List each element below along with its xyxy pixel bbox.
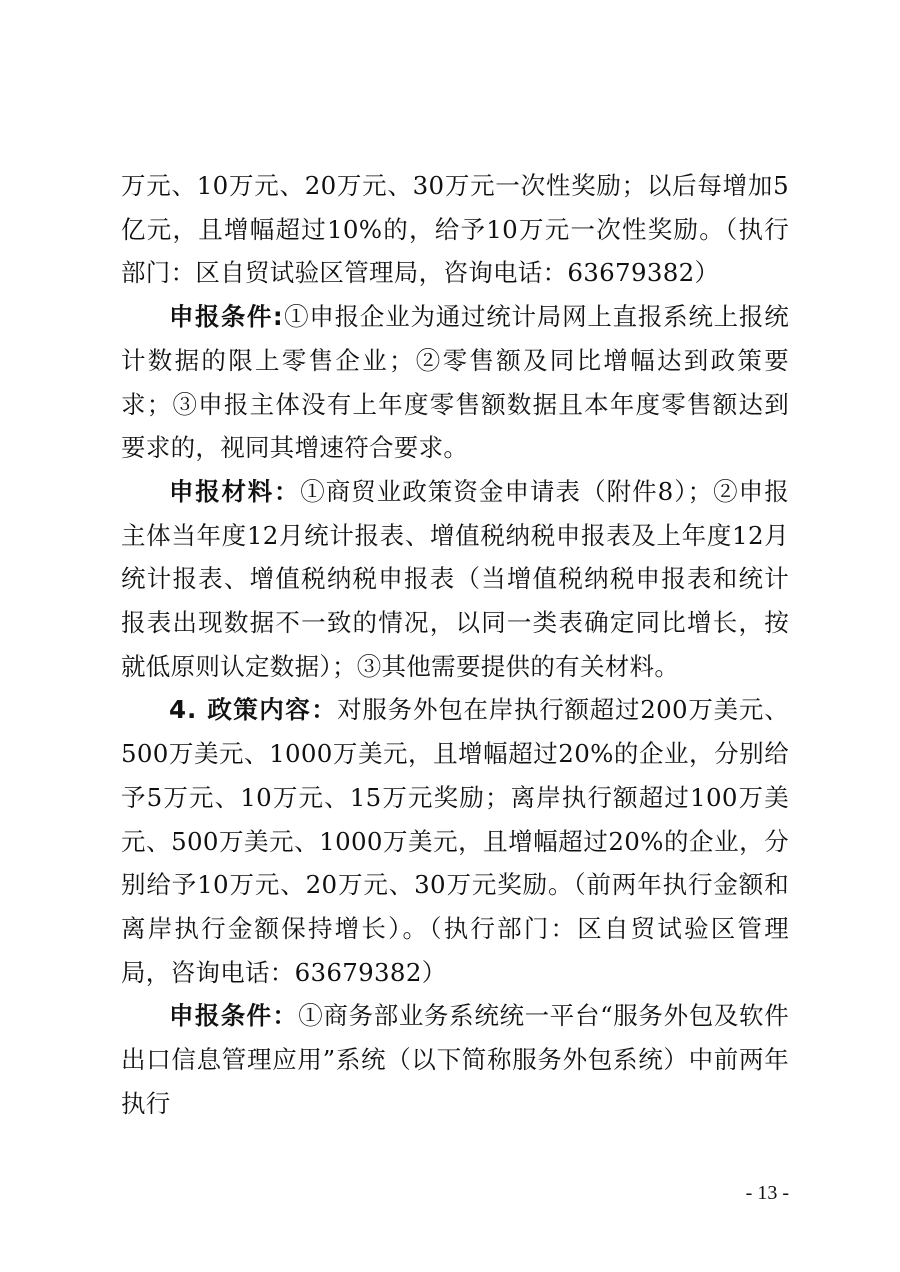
paragraph-lead: 申报条件:	[169, 302, 284, 332]
paragraph-lead: 申报条件：	[169, 1001, 299, 1031]
paragraph-policy-content-4	[121, 688, 789, 994]
paragraph-text: ①申报企业为通过统计局网上直报系统上报统计数据的限上零售企业；②零售额及同比增幅达到政策要求；③申报主体没有上年度零售额数据且本年度零售额达到要求的，视同其增速符合要求。	[121, 302, 789, 463]
paragraph-application-conditions-2	[121, 994, 789, 1125]
paragraph-application-conditions	[121, 295, 789, 470]
paragraph-reward-continuation	[121, 164, 789, 295]
document-body	[121, 164, 789, 1125]
paragraph-text: ①商贸业政策资金申请表（附件8）；②申报主体当年度12月统计报表、增值税纳税申报表及上年度12月统计报表、增值税纳税申报表（当增值税纳税申报表和统计报表出现数据不一致的情况，以同一类表确定同比增长，按就低原则认定数据）；③其他需要提供的有关材料。	[121, 476, 790, 681]
paragraph-text: ①商务部业务系统统一平台“服务外包及软件出口信息管理应用”系统（以下简称服务外包系统）中前两年执行	[121, 1001, 789, 1118]
paragraph-text: 万元、10万元、20万元、30万元一次性奖励；以后每增加5亿元，且增幅超过10%的，给予10万元一次性奖励。（执行部门：区自贸试验区管理局，咨询电话：63679382）	[121, 171, 789, 288]
paragraph-lead: 4. 政策内容：	[169, 695, 338, 725]
page-number: - 13 -	[745, 1182, 789, 1204]
paragraph-lead: 申报材料：	[169, 476, 301, 506]
paragraph-text: 对服务外包在岸执行额超过200万美元、500万美元、1000万美元，且增幅超过20%的企业，分别给予5万元、10万元、15万元奖励；离岸执行额超过100万美元、500万美元、1000万美元，且增幅超过20%的企业，分别给予10万元、20万元、30万元奖励。（前两年执行金额和离岸执行金额保持增长）。（执行部门：区自贸试验区管理局，咨询电话：63679382）	[121, 695, 789, 987]
paragraph-application-materials	[121, 470, 789, 689]
